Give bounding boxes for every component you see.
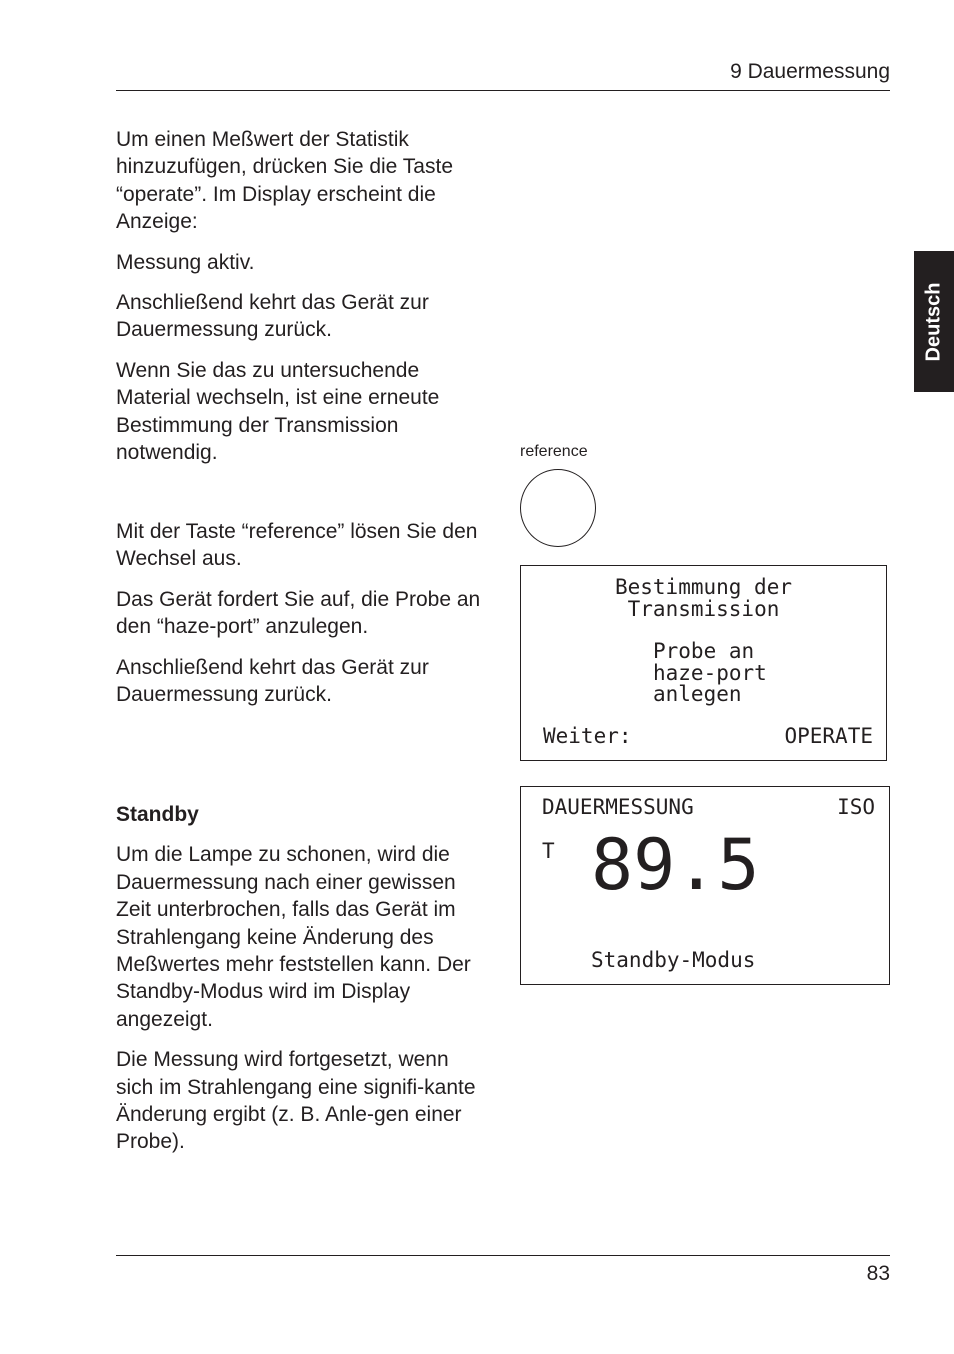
section-reference — [116, 518, 488, 721]
display-line: haze-port — [653, 661, 767, 685]
display-line: Bestimmung der — [614, 575, 792, 599]
paragraph: Wenn Sie das zu untersuchende Material wechseln, ist eine erneute Bestimmung der Transmission notwendig. — [116, 358, 440, 465]
display-footer-left: Weiter: — [543, 724, 632, 748]
language-tab-label: Deutsch — [922, 282, 945, 361]
display-value: 89.5 — [591, 824, 760, 906]
section-standby — [116, 801, 488, 1169]
page-number: 83 — [866, 1262, 890, 1285]
display-standard: ISO — [837, 795, 875, 819]
standby-heading: Standby — [116, 803, 199, 826]
footer-rule — [116, 1255, 890, 1256]
reference-button-label: reference — [520, 443, 588, 460]
display-status: Standby-Modus — [591, 948, 756, 972]
paragraph: Die Messung wird fortgesetzt, wenn sich im Strahlengang eine signifi-kante Änderung ergibt (z. B. Anle-gen einer Probe). — [116, 1048, 476, 1154]
paragraph: Mit der Taste “reference” lösen Sie den Wechsel aus. — [116, 520, 478, 571]
paragraph: Anschließend kehrt das Gerät zur Dauermessung zurück. — [116, 291, 429, 342]
paragraph: Um einen Meßwert der Statistik hinzuzufügen, drücken Sie die Taste “operate”. Im Display erscheint die Anzeige: — [116, 128, 454, 234]
paragraph: Anschließend kehrt das Gerät zur Dauermessung zurück. — [116, 655, 429, 707]
display-line: anlegen — [653, 682, 742, 706]
display-line: Probe an — [653, 639, 755, 663]
display-line: Transmission — [627, 597, 780, 621]
section-add-statistic — [116, 126, 488, 479]
display-mode: DAUERMESSUNG — [542, 795, 694, 819]
display-transmission-prompt — [520, 565, 887, 761]
paragraph: Messung aktiv. — [116, 250, 255, 274]
header-rule — [116, 90, 890, 91]
paragraph: Um die Lampe zu schonen, wird die Dauermessung nach einer gewissen Zeit unterbrochen, falls das Gerät im Strahlengang keine Änderung des Meßwertes mehr feststellen kann. Der Standby-Modus wird im Display angezeigt. — [116, 843, 471, 1031]
paragraph: Das Gerät fordert Sie auf, die Probe an den “haze-port” anzulegen. — [116, 587, 481, 639]
reference-button-illustration — [520, 469, 596, 547]
display-value-label: T — [542, 839, 555, 863]
display-standby — [520, 786, 890, 985]
language-tab — [914, 251, 954, 392]
display-footer-right: OPERATE — [784, 724, 873, 748]
running-header: 9 Dauermessung — [730, 60, 890, 83]
